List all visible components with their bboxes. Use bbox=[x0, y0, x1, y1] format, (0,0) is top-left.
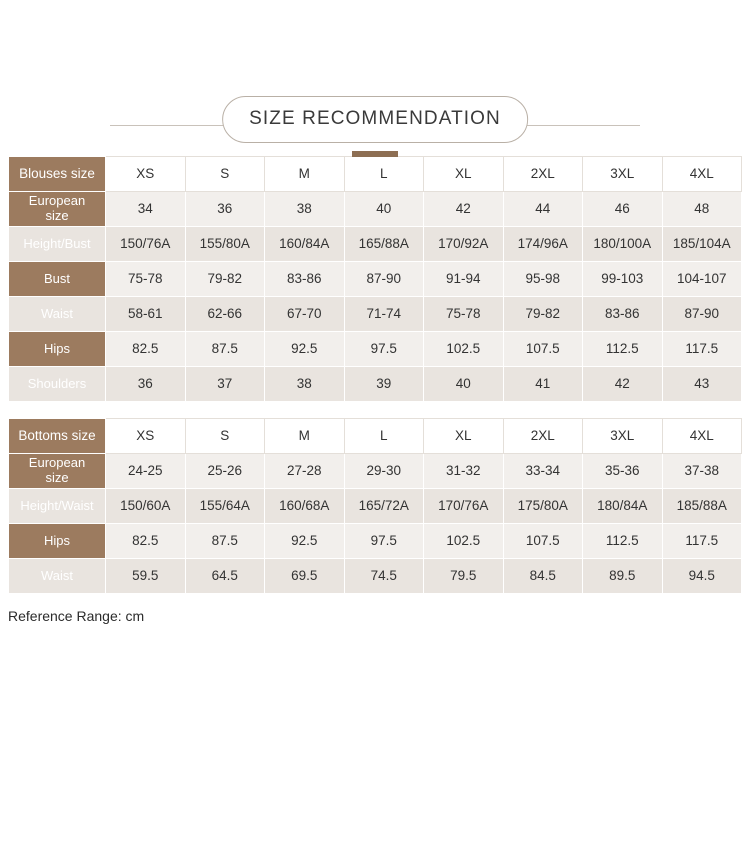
table-cell: 92.5 bbox=[265, 332, 345, 367]
table-cell: 24-25 bbox=[106, 454, 186, 489]
table-cell: 58-61 bbox=[106, 297, 186, 332]
row-label: Bust bbox=[9, 262, 106, 297]
size-column-header: 3XL bbox=[583, 157, 663, 192]
table-cell: 104-107 bbox=[662, 262, 742, 297]
table-cell: 112.5 bbox=[583, 524, 663, 559]
table-cell: 165/72A bbox=[344, 489, 424, 524]
table-header-row bbox=[9, 419, 742, 454]
table-cell: 155/64A bbox=[185, 489, 265, 524]
size-chart-page bbox=[0, 96, 750, 846]
size-column-header: 4XL bbox=[662, 419, 742, 454]
reference-range-note: Reference Range: cm bbox=[8, 608, 145, 624]
table-cell: 107.5 bbox=[503, 524, 583, 559]
table-cell: 75-78 bbox=[106, 262, 186, 297]
table-cell: 99-103 bbox=[583, 262, 663, 297]
table-cell: 160/84A bbox=[265, 227, 345, 262]
table-cell: 43 bbox=[662, 367, 742, 402]
page-title-area bbox=[0, 96, 750, 156]
table-cell: 94.5 bbox=[662, 559, 742, 594]
page-title-box bbox=[222, 96, 528, 143]
table-cell: 27-28 bbox=[265, 454, 345, 489]
table-cell: 42 bbox=[424, 192, 504, 227]
size-column-header: 4XL bbox=[662, 157, 742, 192]
table-cell: 82.5 bbox=[106, 332, 186, 367]
table-cell: 79-82 bbox=[503, 297, 583, 332]
table-corner-label: Bottoms size bbox=[9, 419, 106, 454]
table-cell: 42 bbox=[583, 367, 663, 402]
table-cell: 34 bbox=[106, 192, 186, 227]
table-cell: 170/76A bbox=[424, 489, 504, 524]
table-cell: 97.5 bbox=[344, 332, 424, 367]
table-cell: 69.5 bbox=[265, 559, 345, 594]
table-row bbox=[9, 489, 742, 524]
table-cell: 185/104A bbox=[662, 227, 742, 262]
row-label: European size bbox=[9, 192, 106, 227]
row-label: European size bbox=[9, 454, 106, 489]
table-cell: 83-86 bbox=[583, 297, 663, 332]
table-cell: 79.5 bbox=[424, 559, 504, 594]
table-corner-label: Blouses size bbox=[9, 157, 106, 192]
table-cell: 71-74 bbox=[344, 297, 424, 332]
table-cell: 102.5 bbox=[424, 524, 504, 559]
table-cell: 59.5 bbox=[106, 559, 186, 594]
table-cell: 102.5 bbox=[424, 332, 504, 367]
bottoms-size-table bbox=[8, 418, 742, 594]
row-label: Hips bbox=[9, 524, 106, 559]
table-cell: 87.5 bbox=[185, 524, 265, 559]
table-cell: 107.5 bbox=[503, 332, 583, 367]
table-cell: 180/100A bbox=[583, 227, 663, 262]
table-cell: 97.5 bbox=[344, 524, 424, 559]
size-column-header: XS bbox=[106, 419, 186, 454]
table-cell: 25-26 bbox=[185, 454, 265, 489]
row-label: Waist bbox=[9, 297, 106, 332]
size-column-header: S bbox=[185, 157, 265, 192]
table-cell: 92.5 bbox=[265, 524, 345, 559]
title-underline-accent bbox=[352, 151, 398, 157]
blouses-size-table bbox=[8, 156, 742, 402]
table-cell: 79-82 bbox=[185, 262, 265, 297]
table-cell: 37-38 bbox=[662, 454, 742, 489]
table-cell: 185/88A bbox=[662, 489, 742, 524]
page-title: SIZE RECOMMENDATION bbox=[249, 108, 501, 129]
table-cell: 46 bbox=[583, 192, 663, 227]
size-column-header: 2XL bbox=[503, 419, 583, 454]
title-rule-left bbox=[110, 125, 232, 126]
table-row bbox=[9, 332, 742, 367]
table-cell: 160/68A bbox=[265, 489, 345, 524]
table-cell: 48 bbox=[662, 192, 742, 227]
table-cell: 40 bbox=[344, 192, 424, 227]
table-cell: 38 bbox=[265, 192, 345, 227]
table-cell: 39 bbox=[344, 367, 424, 402]
table-cell: 33-34 bbox=[503, 454, 583, 489]
size-column-header: XS bbox=[106, 157, 186, 192]
size-column-header: XL bbox=[424, 419, 504, 454]
table-cell: 174/96A bbox=[503, 227, 583, 262]
table-cell: 165/88A bbox=[344, 227, 424, 262]
table-row bbox=[9, 559, 742, 594]
table-row bbox=[9, 367, 742, 402]
row-label: Height/Waist bbox=[9, 489, 106, 524]
table-row bbox=[9, 524, 742, 559]
table-cell: 87-90 bbox=[662, 297, 742, 332]
table-cell: 62-66 bbox=[185, 297, 265, 332]
table-cell: 82.5 bbox=[106, 524, 186, 559]
size-column-header: S bbox=[185, 419, 265, 454]
table-cell: 87-90 bbox=[344, 262, 424, 297]
row-label: Waist bbox=[9, 559, 106, 594]
size-column-header: M bbox=[265, 157, 345, 192]
table-cell: 31-32 bbox=[424, 454, 504, 489]
table-cell: 150/76A bbox=[106, 227, 186, 262]
row-label: Height/Bust bbox=[9, 227, 106, 262]
table-cell: 89.5 bbox=[583, 559, 663, 594]
table-spacer bbox=[0, 402, 750, 418]
size-column-header: 3XL bbox=[583, 419, 663, 454]
table-cell: 29-30 bbox=[344, 454, 424, 489]
size-column-header: XL bbox=[424, 157, 504, 192]
table-cell: 175/80A bbox=[503, 489, 583, 524]
table-cell: 83-86 bbox=[265, 262, 345, 297]
table-cell: 117.5 bbox=[662, 524, 742, 559]
table-cell: 37 bbox=[185, 367, 265, 402]
table-cell: 67-70 bbox=[265, 297, 345, 332]
table-cell: 180/84A bbox=[583, 489, 663, 524]
title-rule-right bbox=[518, 125, 640, 126]
row-label: Hips bbox=[9, 332, 106, 367]
blouses-size-table-block bbox=[8, 156, 742, 402]
table-cell: 35-36 bbox=[583, 454, 663, 489]
size-column-header: L bbox=[344, 157, 424, 192]
table-row bbox=[9, 297, 742, 332]
table-header-row bbox=[9, 157, 742, 192]
table-cell: 36 bbox=[106, 367, 186, 402]
table-cell: 75-78 bbox=[424, 297, 504, 332]
table-cell: 155/80A bbox=[185, 227, 265, 262]
table-cell: 41 bbox=[503, 367, 583, 402]
table-cell: 36 bbox=[185, 192, 265, 227]
size-column-header: M bbox=[265, 419, 345, 454]
table-cell: 84.5 bbox=[503, 559, 583, 594]
table-row bbox=[9, 227, 742, 262]
table-cell: 91-94 bbox=[424, 262, 504, 297]
table-cell: 64.5 bbox=[185, 559, 265, 594]
table-cell: 150/60A bbox=[106, 489, 186, 524]
table-cell: 87.5 bbox=[185, 332, 265, 367]
table-cell: 40 bbox=[424, 367, 504, 402]
table-cell: 44 bbox=[503, 192, 583, 227]
table-row bbox=[9, 262, 742, 297]
bottoms-size-table-block bbox=[8, 418, 742, 594]
table-cell: 74.5 bbox=[344, 559, 424, 594]
row-label: Shoulders bbox=[9, 367, 106, 402]
table-row bbox=[9, 454, 742, 489]
size-column-header: 2XL bbox=[503, 157, 583, 192]
table-cell: 112.5 bbox=[583, 332, 663, 367]
table-cell: 38 bbox=[265, 367, 345, 402]
table-row bbox=[9, 192, 742, 227]
table-cell: 117.5 bbox=[662, 332, 742, 367]
size-column-header: L bbox=[344, 419, 424, 454]
table-cell: 170/92A bbox=[424, 227, 504, 262]
table-cell: 95-98 bbox=[503, 262, 583, 297]
